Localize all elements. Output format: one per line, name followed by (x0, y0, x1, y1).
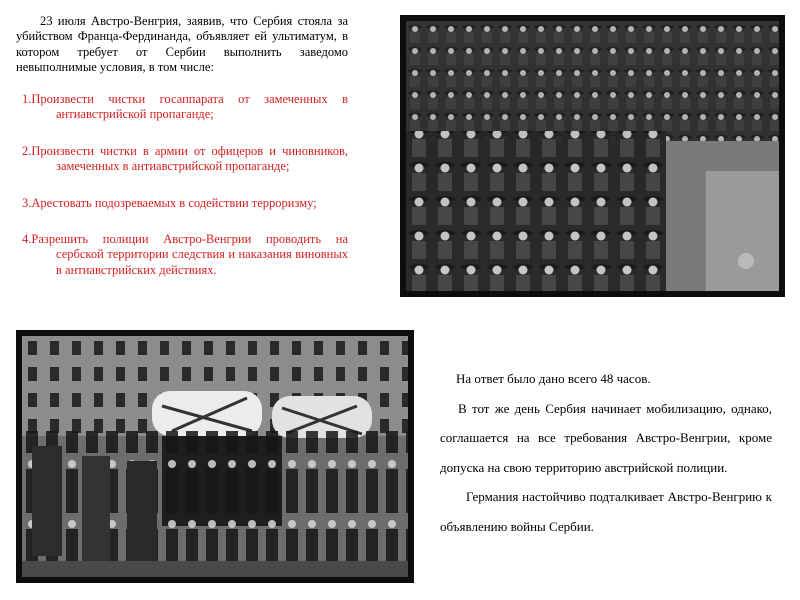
funeral-procession-image (22, 336, 408, 577)
intro-paragraph: 23 июля Австро-Венгрия, заявив, что Сербия стояла за убийством Франца-Фердинанда, объявляет ей ультиматум, в котором требует от Сербии выполнить заведомо невыполнимые условия, в том числе: (16, 14, 348, 75)
list-item (22, 144, 348, 175)
list-item-text: Разрешить полиции Австро-Венгрии проводить на сербской территории следствия и наказания виновных в антиавстрийских действиях. (31, 232, 348, 277)
list-item-number: 3. (22, 195, 32, 210)
list-item-number: 1. (22, 92, 32, 106)
list-item-number: 4. (22, 232, 32, 247)
list-item-text: Арестовать подозреваемых в содействии терроризму; (31, 195, 317, 210)
photo-soldiers-crowd (400, 15, 785, 297)
list-item-text: Произвести чистки госаппарата от замеченных в антиавстрийской пропаганде; (31, 92, 348, 122)
list-item (22, 232, 348, 278)
list-item (22, 92, 348, 123)
demands-list (22, 92, 348, 299)
soldiers-crowd-image (406, 21, 779, 291)
list-item-number: 2. (22, 143, 32, 158)
right-text-block (440, 364, 772, 541)
photo-funeral-procession (16, 330, 414, 583)
serbia-mobilization-text: В тот же день Сербия начинает мобилизацию, однако, соглашается на все требования Австро-Венгрии, кроме допуска на свою территорию австрийской полиции. (440, 400, 772, 475)
list-item (22, 196, 348, 211)
response-deadline-text: На ответ было дано всего 48 часов. (456, 371, 651, 386)
list-item-text: Произвести чистки в армии от офицеров и чиновников, замеченных в антиавстрийской пропаганде; (31, 143, 348, 174)
germany-pressure-text: Германия настойчиво подталкивает Австро-Венгрию к объявлению войны Сербии. (440, 489, 772, 534)
